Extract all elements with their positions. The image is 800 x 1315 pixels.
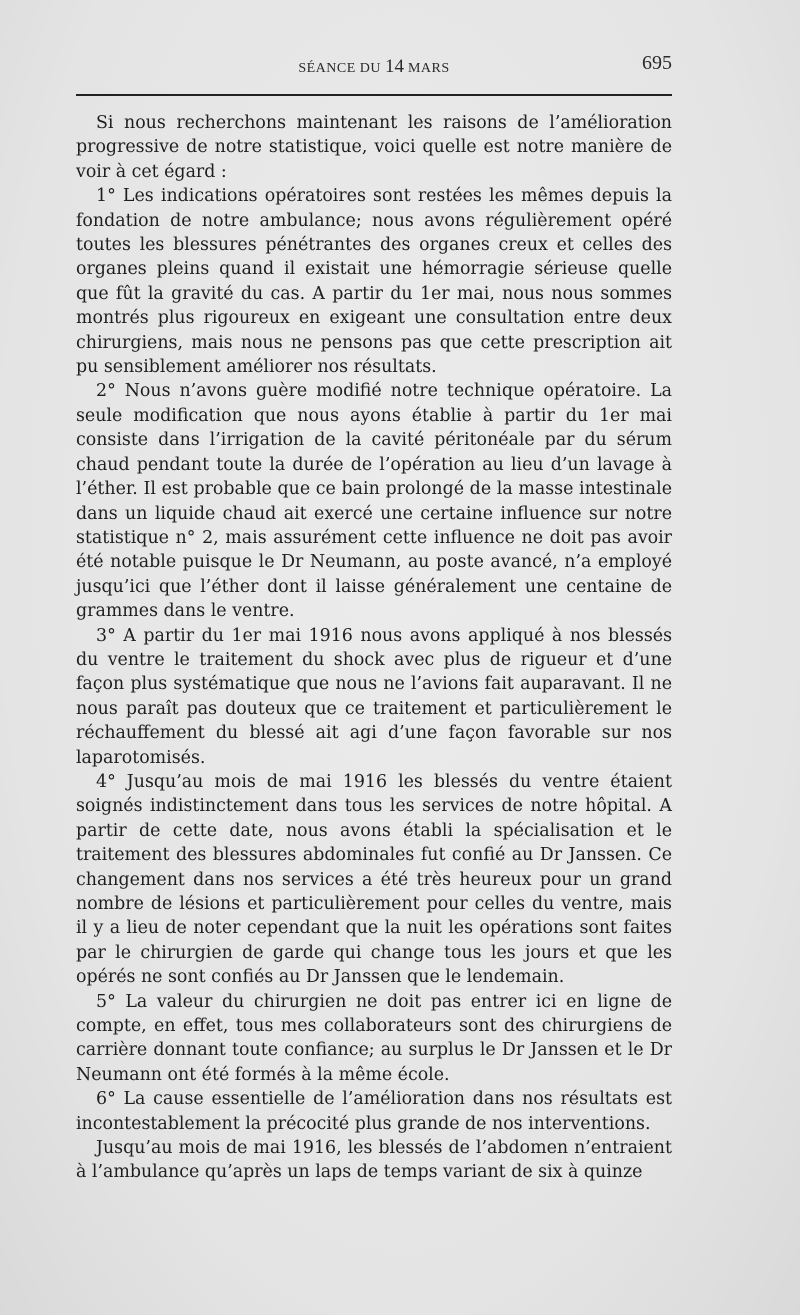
paragraph-1: 1° Les indications opératoires sont restées les mêmes depuis la fondation de notre ambulance; nous avons régulièrement opéré toutes les blessures pénétrantes des organes creux et celles des organes pleins quand il existait une hémorragie sérieuse quelle que fût la gravité du cas. A partir du 1er mai, nous nous sommes montrés plus rigoureux en exigeant une consultation entre deux chirurgiens, mais nous ne pensons pas que cette prescription ait pu sensiblement améliorer nos résultats. bbox=[76, 186, 672, 378]
page-number: 695 bbox=[642, 52, 672, 74]
running-head-before: SÉANCE DU bbox=[298, 61, 385, 76]
running-head-day: 14 bbox=[384, 56, 404, 77]
paragraph-2: 2° Nous n’avons guère modifié notre technique opératoire. La seule modification que nous ayons établie à partir du 1er mai consiste dans l’irrigation de la cavité péritonéale par du sérum chaud pendant toute la durée de l’opération au lieu d’un lavage à l’éther. Il est probable que ce bain prolongé de la masse intestinale dans un liquide chaud ait exercé une certaine influence sur notre statistique n° 2, mais assurément cette influence ne doit pas avoir été notable puisque le Dr Neumann, au poste avancé, n’a employé jusqu’ici que l’éther dont il laisse généralement une centaine de grammes dans le ventre. bbox=[76, 381, 672, 622]
paragraph-3: 3° A partir du 1er mai 1916 nous avons appliqué à nos blessés du ventre le traitement du shock avec plus de rigueur et d’une façon plus systématique que nous ne l’avions fait auparavant. Il ne nous paraît pas douteux que ce traitement et particulièrement le réchauffement du blessé ait agi d’une façon favorable sur nos laparotomisés. bbox=[76, 625, 672, 768]
running-head-after: MARS bbox=[403, 61, 450, 76]
paragraph-4: 4° Jusqu’au mois de mai 1916 les blessés du ventre étaient soignés indistinctement dans tous les services de notre hôpital. A partir de cette date, nous avons établi la spécialisation et le traitement des blessures abdominales fut confié au Dr Janssen. Ce changement dans nos services a été très heureux pour un grand nombre de lésions et particulièrement pour celles du ventre, mais il y a lieu de noter cependant que la nuit les opérations sont faites par le chirurgien de garde qui change tous les jours et que les opérés ne sont confiés au Dr Janssen que le lendemain. bbox=[76, 771, 672, 988]
paragraph-7: Jusqu’au mois de mai 1916, les blessés de l’abdomen n’entraient à l’ambulance qu’après un laps de temps variant de six à quinze bbox=[76, 1138, 672, 1183]
header-rule bbox=[76, 94, 672, 96]
page-header bbox=[76, 52, 672, 78]
paragraph-6: 6° La cause essentielle de l’amélioration dans nos résultats est incontestablement la précocité plus grande de nos interventions. bbox=[76, 1089, 672, 1134]
paragraph-intro: Si nous recherchons maintenant les raisons de l’amélioration progressive de notre statistique, voici quelle est notre manière de voir à cet égard : bbox=[76, 113, 672, 182]
running-head bbox=[76, 56, 672, 78]
body-text bbox=[76, 111, 672, 1185]
paragraph-5: 5° La valeur du chirurgien ne doit pas entrer ici en ligne de compte, en effet, tous mes collaborateurs sont des chirurgiens de carrière donnant toute confiance; au surplus le Dr Janssen et le Dr Neumann ont été formés à la même école. bbox=[76, 991, 672, 1085]
